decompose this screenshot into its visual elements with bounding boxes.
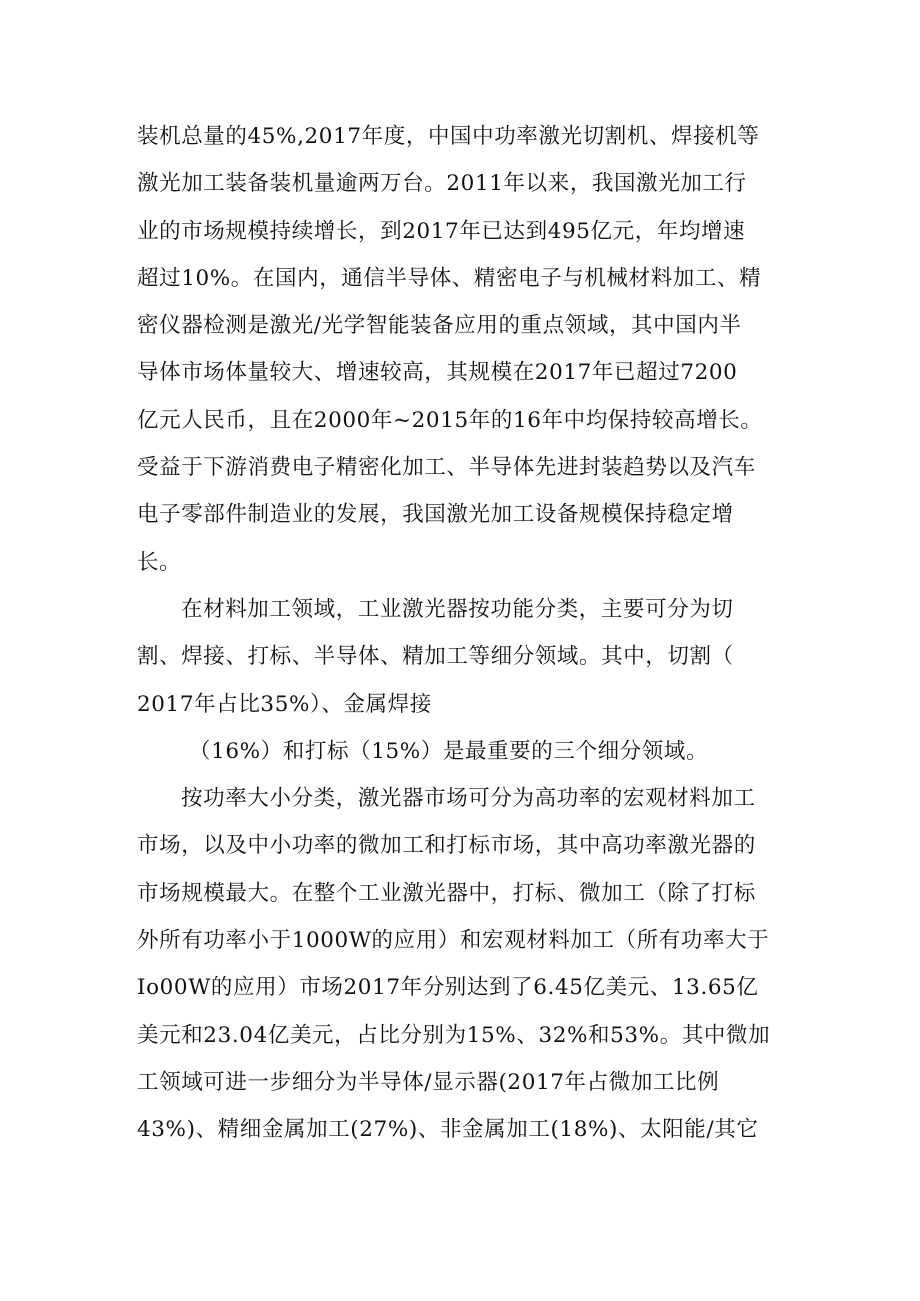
text-line: 受益于下游消费电子精密化加工、半导体先进封装趋势以及汽车 [137, 455, 756, 481]
text-line: 装机总量的45%,2017年度，中国中功率激光切割机、焊接机等 [137, 124, 760, 149]
text-line: （16%）和打标（15%）是最重要的三个细分领域。 [189, 738, 709, 764]
text-line: Io00W的应用）市场2017年分别达到了6.45亿美元、13.65亿 [137, 975, 759, 1001]
text-line: 电子零部件制造业的发展，我国激光加工设备规模保持稳定增 [137, 502, 734, 528]
text-line: 市场，以及中小功率的微加工和打标市场，其中高功率激光器的 [137, 833, 756, 859]
text-line: 工领域可进一步细分为半导体/显示器(2017年占微加工比例 [137, 1069, 720, 1095]
text-line: 市场规模最大。在整个工业激光器中，打标、微加工（除了打标 [137, 880, 756, 906]
text-line: 密仪器检测是激光/光学智能装备应用的重点领域，其中国内半 [137, 313, 742, 339]
text-line: 按功率大小分类，激光器市场可分为高功率的宏观材料加工 [181, 786, 756, 812]
text-line: 亿元人民币，且在2000年~2015年的16年中均保持较高增长。 [137, 407, 763, 433]
text-line: 在材料加工领域，工业激光器按功能分类，主要可分为切 [181, 596, 734, 622]
text-line: 激光加工装备装机量逾两万台。2011年以来，我国激光加工行 [137, 171, 747, 197]
text-line: 业的市场规模持续增长，到2017年已达到495亿元，年均增速 [137, 218, 746, 244]
text-line: 外所有功率小于1000W的应用）和宏观材料加工（所有功率大于 [137, 928, 770, 954]
text-line: 美元和23.04亿美元，占比分别为15%、32%和53%。其中微加 [137, 1022, 771, 1048]
text-line: 超过10%。在国内，通信半导体、精密电子与机械材料加工、精 [137, 265, 762, 291]
text-line: 2017年占比35%）、金属焊接 [137, 691, 432, 717]
text-line: 43%)、精细金属加工(27%)、非金属加工(18%)、太阳能/其它 [137, 1117, 759, 1143]
text-line: 割、焊接、打标、半导体、精加工等细分领域。其中，切割（ [137, 644, 734, 670]
text-line: 长。 [137, 549, 182, 575]
body-text [137, 113, 787, 1154]
text-line: 导体市场体量较大、增速较高，其规模在2017年已超过7200 [137, 360, 738, 386]
